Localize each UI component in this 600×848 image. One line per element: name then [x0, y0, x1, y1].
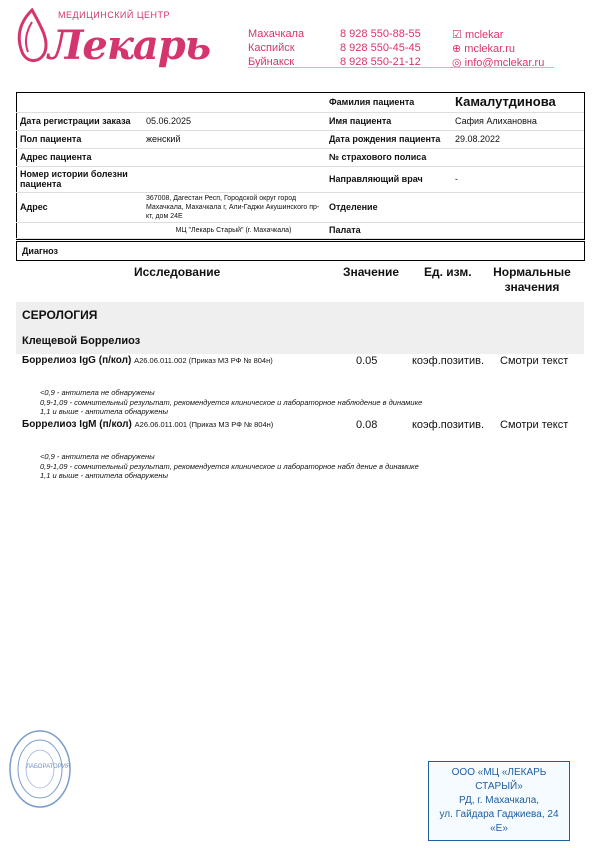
- phone-3: 8 928 550-21-12: [340, 56, 421, 68]
- test-unit: коэф.позитив.: [412, 355, 484, 367]
- note-line: 0,9-1,09 - сомнительный результат, рекомендуется клиническое и лабораторное наблюдение в динамике: [40, 397, 423, 407]
- empty-cell: [16, 92, 325, 112]
- doctor-value: -: [451, 166, 584, 192]
- test-value: 0.08: [356, 419, 378, 431]
- city-3: Буйнакск: [248, 56, 295, 68]
- sex-label: Пол пациента: [16, 130, 142, 148]
- ward-label: Палата: [325, 222, 451, 238]
- test-normal: Смотри текст: [500, 419, 569, 431]
- logo-title: Лекарь: [48, 22, 211, 69]
- patient-table: [16, 92, 584, 239]
- clinic-stamp: [428, 761, 570, 841]
- insurance-value: [451, 148, 584, 166]
- col-unit-header: Ед. изм.: [424, 265, 472, 279]
- surname-value: Камалутдинова: [451, 92, 584, 112]
- logo: [12, 8, 52, 68]
- department-label: Отделение: [325, 192, 451, 222]
- col-normal-header: Нормальные значения: [493, 265, 571, 294]
- test-code: A26.06.011.001 (Приказ МЗ РФ № 804н): [134, 420, 274, 429]
- test-normal: Смотри текст: [500, 355, 569, 367]
- test-row-igg: [22, 355, 273, 366]
- note-line: 1,1 и выше - антитела обнаружены: [40, 407, 169, 416]
- dob-value: 29.08.2022: [451, 130, 584, 148]
- test-notes: [40, 388, 422, 417]
- surname-label: Фамилия пациента: [325, 92, 451, 112]
- city-2: Каспийск: [248, 42, 295, 54]
- stamp-line: РД, г. Махачкала,: [458, 795, 540, 806]
- note-line: 0,9-1,09 - сомнительный результат, рекомендуется клиническое и лабораторное набл дение в динамике: [40, 461, 419, 471]
- test-notes: [40, 452, 419, 481]
- header-divider: [248, 67, 554, 68]
- address-value: [142, 148, 325, 166]
- subsection-title: Клещевой Боррелиоз: [22, 335, 141, 347]
- addr-value: 367008, Дагестан Респ, Городской округ город Махачкала, Махачкала г, Али-Гаджи Акушинского пр-кт, дом 24Е: [142, 192, 325, 222]
- note-line: 1,1 и выше - антитела обнаружены: [40, 471, 169, 480]
- ward-value: [451, 222, 584, 238]
- test-code: A26.06.011.002 (Приказ МЗ РФ № 804н): [134, 356, 273, 365]
- email-icon: ◎: [452, 57, 462, 69]
- round-stamp: [8, 728, 72, 810]
- reg-date-value: 05.06.2025: [142, 112, 325, 130]
- section-title: СЕРОЛОГИЯ: [22, 308, 98, 322]
- logo-subtitle: МЕДИЦИНСКИЙ ЦЕНТР: [58, 10, 171, 20]
- dob-label: Дата рождения пациента: [325, 130, 451, 148]
- round-stamp-text: ЛАБОРАТОРИЯ: [26, 764, 71, 770]
- address-label: Адрес пациента: [16, 148, 142, 166]
- note-line: <0,9 - антитела не обнаружены: [40, 388, 155, 397]
- phone-1: 8 928 550-88-55: [340, 28, 421, 40]
- test-row-igm: [22, 419, 273, 430]
- name-label: Имя пациента: [325, 112, 451, 130]
- stamp-line: ул. Гайдара Гаджиева, 24 «Е»: [439, 809, 559, 834]
- diagnosis-box: [16, 241, 585, 261]
- history-label: Номер истории болезни пациента: [16, 166, 142, 192]
- phone-2: 8 928 550-45-45: [340, 42, 421, 54]
- test-name: Боррелиоз IgG (п/кол): [22, 355, 132, 366]
- col-value-header: Значение: [343, 265, 400, 279]
- doctor-label: Направляющий врач: [325, 166, 451, 192]
- test-unit: коэф.позитив.: [412, 419, 484, 431]
- test-value: 0.05: [356, 355, 378, 367]
- insurance-label: № страхового полиса: [325, 148, 451, 166]
- instagram-handle[interactable]: mclekar: [464, 29, 504, 41]
- history-value: [142, 166, 325, 192]
- reg-date-label: Дата регистрации заказа: [16, 112, 142, 130]
- department-value: [451, 192, 584, 222]
- email-link[interactable]: info@mclekar.ru: [464, 57, 545, 69]
- sex-value: женский: [142, 130, 325, 148]
- note-line: <0,9 - антитела не обнаружены: [40, 452, 155, 461]
- globe-icon: ⊕: [452, 43, 462, 55]
- logo-flame-icon: [12, 8, 52, 68]
- addr-label: Адрес: [16, 192, 142, 222]
- name-value: Сафия Алихановна: [451, 112, 584, 130]
- clinic-value: МЦ "Лекарь Старый" (г. Махачкала): [142, 222, 325, 238]
- stamp-line: ООО «МЦ «ЛЕКАРЬ СТАРЫЙ»: [451, 767, 547, 792]
- website-row: [452, 42, 515, 55]
- website-link[interactable]: mclekar.ru: [464, 43, 516, 55]
- test-name: Боррелиоз IgM (п/кол): [22, 419, 132, 430]
- city-1: Махачкала: [248, 28, 305, 40]
- instagram-row: [452, 28, 503, 41]
- empty-cell: [16, 222, 142, 238]
- col-test-header: Исследование: [134, 265, 221, 279]
- diagnosis-label: Диагноз: [22, 246, 58, 256]
- instagram-icon: ☑: [452, 29, 462, 41]
